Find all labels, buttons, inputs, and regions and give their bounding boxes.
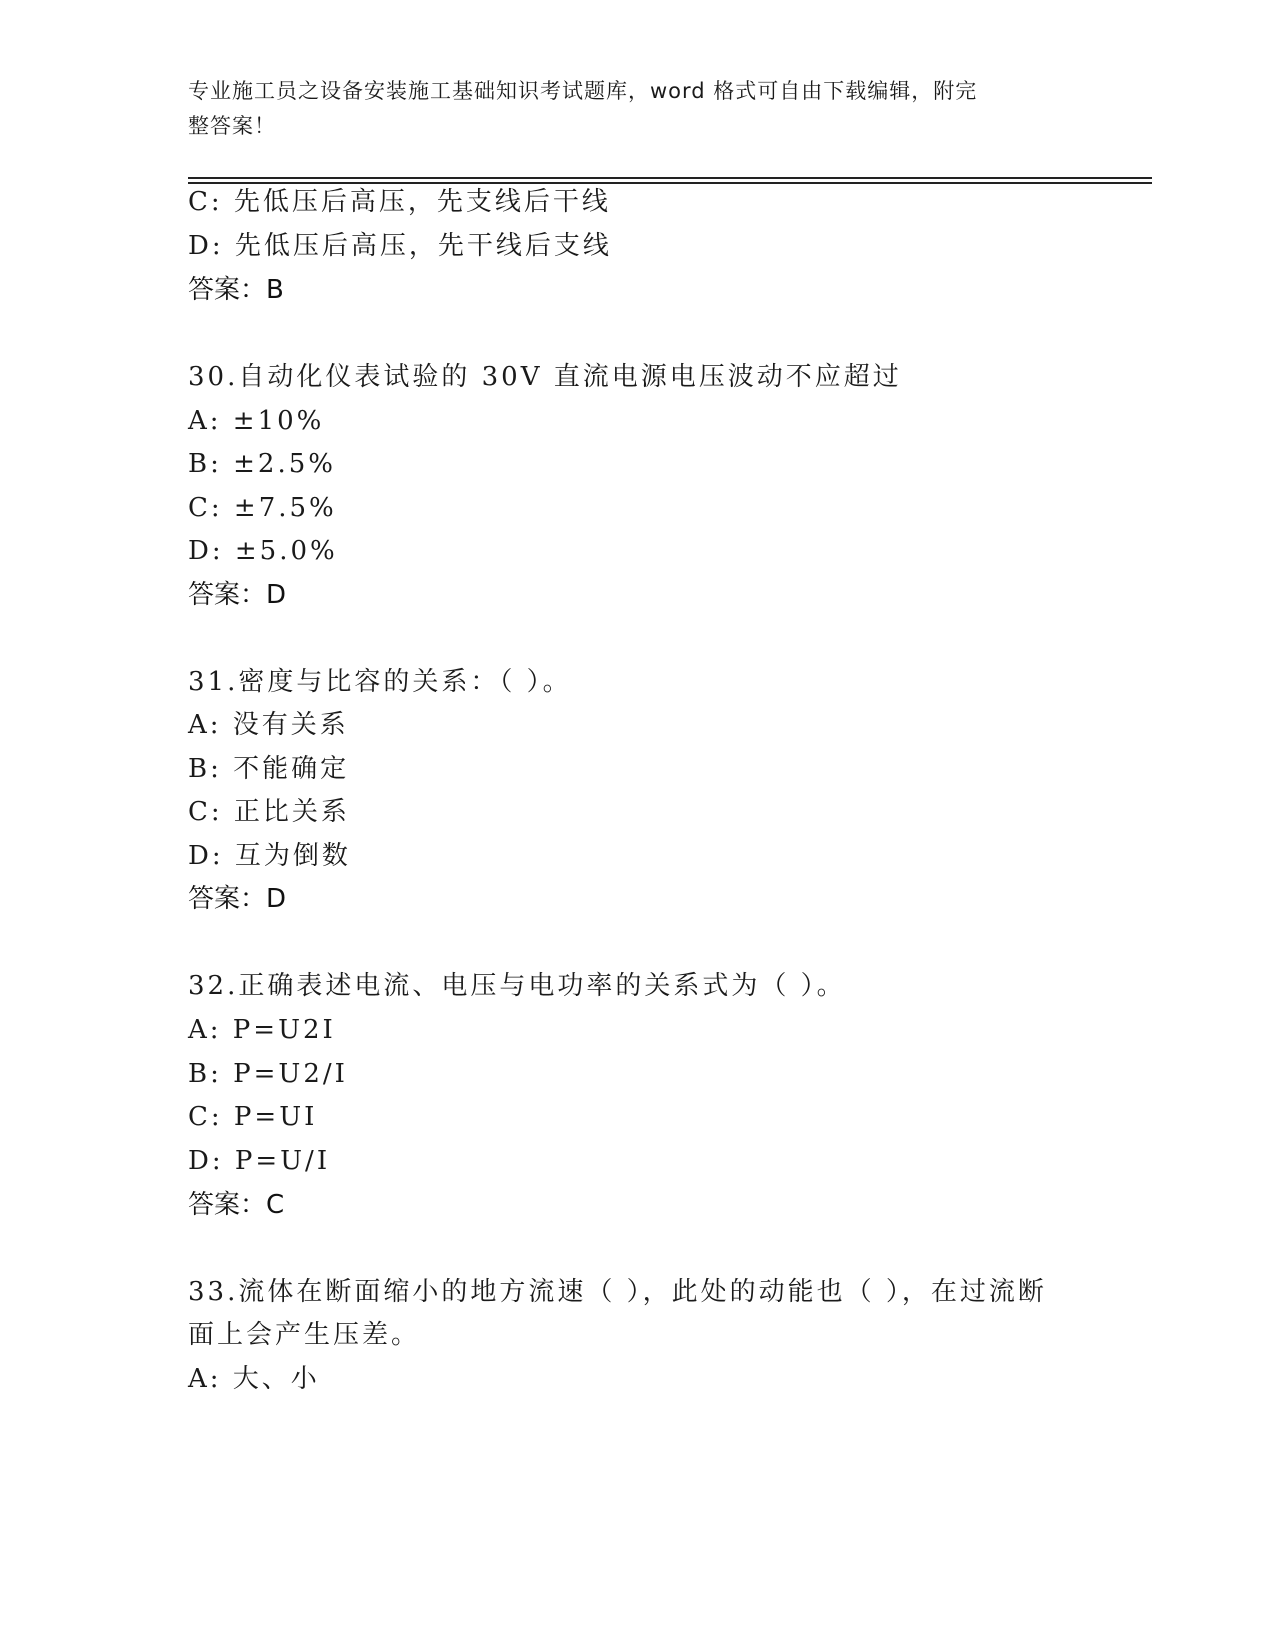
q32-option-a: A: P=U2I: [188, 1015, 336, 1045]
header-title-line-1: 专业施工员之设备安装施工基础知识考试题库，word 格式可自由下载编辑，附完: [188, 79, 978, 103]
q29-answer: 答案：B: [188, 275, 284, 305]
q31-question: 31.密度与比容的关系：（ ）。: [188, 667, 572, 697]
q31-option-c: C: 正比关系: [188, 797, 350, 827]
q31-answer: 答案：D: [188, 884, 287, 914]
q30-option-a: A: ±10%: [188, 406, 325, 436]
q30-option-b: B: ±2.5%: [188, 449, 336, 479]
q32-option-c: C: P=UI: [188, 1102, 318, 1132]
q33-question-line-2: 面上会产生压差。: [188, 1320, 421, 1350]
q31-option-b: B: 不能确定: [188, 754, 350, 784]
q33-question-line-1: 33.流体在断面缩小的地方流速（ ），此处的动能也（ ），在过流断: [188, 1277, 1047, 1307]
q31-option-d: D: 互为倒数: [188, 841, 351, 871]
header-title-line-2: 整答案！: [188, 114, 276, 138]
q29-option-d: D: 先低压后高压，先干线后支线: [188, 231, 612, 261]
document-header: [188, 74, 1068, 144]
header-divider-bottom: [188, 182, 1152, 184]
q33-option-a: A: 大、小: [188, 1364, 320, 1394]
q32-option-d: D: P=U/I: [188, 1146, 331, 1176]
q29-option-c: C: 先低压后高压，先支线后干线: [188, 187, 611, 217]
q32-answer: 答案：C: [188, 1190, 285, 1220]
q30-answer: 答案：D: [188, 580, 287, 610]
header-divider-top: [188, 177, 1152, 179]
q30-option-d: D: ±5.0%: [188, 536, 338, 566]
q32-question: 32.正确表述电流、电压与电功率的关系式为（ ）。: [188, 971, 846, 1001]
q32-option-b: B: P=U2/I: [188, 1059, 348, 1089]
q30-question: 30.自动化仪表试验的 30V 直流电源电压波动不应超过: [188, 362, 902, 392]
q30-option-c: C: ±7.5%: [188, 493, 337, 523]
q31-option-a: A: 没有关系: [188, 710, 349, 740]
